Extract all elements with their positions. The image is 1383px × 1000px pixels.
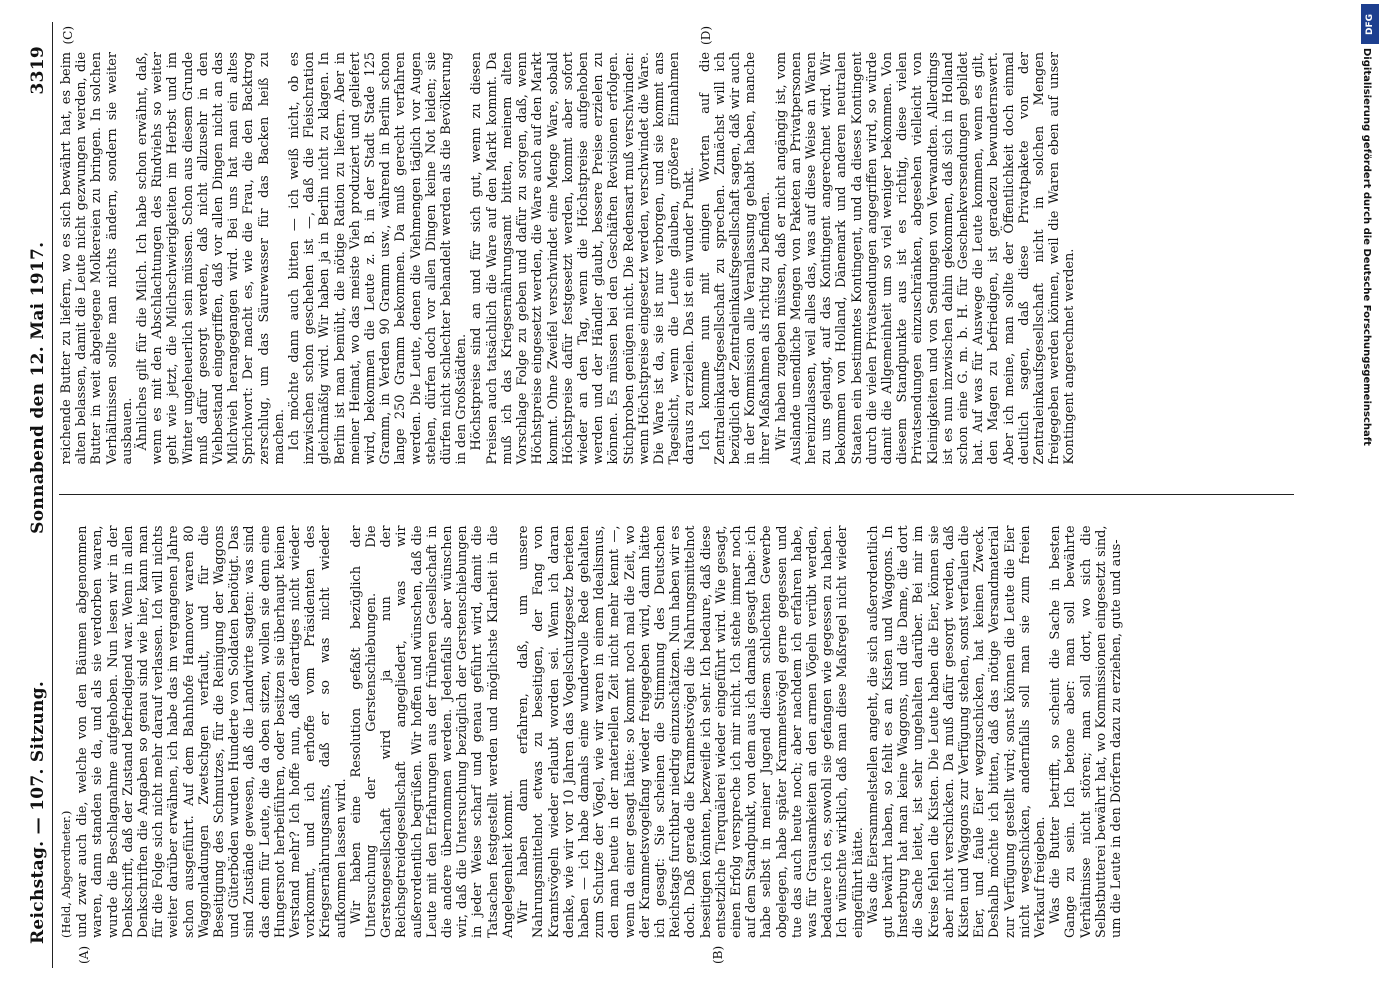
paragraph: Ich möchte dann auch bitten — ich weiß nicht, ob es inzwischen schon geschehen ist —, daß die Fleischration gleichmäßig wird. Wir haben ja in Berlin nicht zu klagen. In Berlin ist man bemüht, die nötige Ration zu liefern. Aber in meiner Heimat, wo das meiste Vieh produziert und geliefert wird, bekommen die Leute z. B. in der Stadt Stade 125 Gramm, in Verden 90 Gramm usw., während in Berlin schon lange 250 Gramm bekommen. Da muß gerecht verfahren werden. Die Leute, denen die Viehmengen täglich vor Augen stehen, dürfen doch vor allen Dingen keine Not leiden; sie dürfen nicht schlechter behandelt werden als die Bevölkerung in den Großstädten. (287, 52, 470, 465)
paragraph: Wir haben eine Resolution gefaßt bezüglich der Untersuchung der Gerstenschiebungen. Die Gerstengesellschaft wird ja nun der Reichsgetreidegesellschaft angegliedert, was wir außerordentlich begrüßen. Wir hoffen und wünschen, daß die Leute mit den Erfahrungen aus der früheren Gesellschaft in die andere übernommen werden. Jedenfalls aber wünschen wir, daß die Untersuchung bezüglich der Gerstenschiebungen in jeder Weise scharf und genau geführt wird, damit die Tatsachen festgestellt werden und möglichste Klarheit in die Angelegenheit kommt. (348, 525, 516, 938)
header-date: Sonnabend den 12. Mai 1917. (28, 241, 48, 534)
margin-marker-c: (C) (61, 26, 75, 45)
paragraph: reichende Butter zu liefern, wo es sich bewährt hat, es beim alten belassen, damit die Leute nicht gezwungen werden, die Butter in weit abgelegene Molkereien zu bringen. In solchen Verhältnissen sollte man nichts ändern, sondern sie weiter ausbauen. (59, 52, 135, 465)
paragraph: Was die Butter betrifft, so scheint die Sache in besten Gange zu sein. Ich betone aber: man soll bewährte Verhältnisse nicht stören; man soll dort, wo sich die Selbstbutterei bewährt hat, wo Kommissionen eingesetzt sind, um die Leute in den Dörfern dazu zu erziehen, gute und aus- (1048, 525, 1125, 938)
paragraph: Ich komme nun mit einigen Worten auf die Zentraleinkaufsgesellschaft zu sprechen. Zunächst will ich bezüglich der Zentraleinkaufsgesellschaft sagen, daß wir auch in der Kommission alle Veranlassung gehabt haben, manche ihrer Maßnahmen als richtig zu befinden. (697, 52, 774, 465)
dfg-logo-icon: DFG (1361, 4, 1379, 44)
margin-marker-d: (D) (699, 26, 713, 45)
page-header (26, 22, 53, 968)
margin-marker-a: (A) (77, 945, 91, 964)
paragraph: Wir haben dann erfahren, daß, um unsere Nahrungsmittelnot etwas zu beseitigen, der Fang von Kramtsvögeln wieder erlaubt worden sei. Wenn ich daran denke, wie wir vor 10 Jahren das Vogelschutzgesetz berieten haben — ich habe damals eine wundervolle Rede gehalten zum Schutze der Vögel, wie wir waren in einem Idealismus, den man heute in der materiellen Zeit nicht mehr kennt —, wenn da einer gesagt hätte: so kommt noch mal die Zeit, wo der Krammetsvogelfang wieder freigegeben wird, dann hätte ich gesagt: Sie scheinen die Stimmung des Deutschen Reichstags furchtbar niedrig einzuschätzen. Nun haben wir es doch. Daß gerade die Krammetsvögel die Nahrungsmittelnot beseitigen könnten, bezweifle ich sehr. Ich bedaure, daß diese entsetzliche Tierquälerei wieder eingeführt wird. Wie gesagt, einen Erfolg verspreche ich mir nicht. Ich stehe immer noch auf dem Standpunkt, von dem aus ich damals gesagt habe: ich habe selbst in meiner Jugend diesem schlechten Gewerbe obgelegen, habe später Krammetsvögel gerne gegessen und tue das auch heute noch; aber nachdem ich erfahren habe, was für Grausamkeiten an den armen Vögeln verübt werden, bedauere ich es, sowohl sie gefangen wie gegessen zu haben. Ich wünschte wirklich, daß man diese Maßregel nicht wieder eingeführt hätte. (516, 525, 866, 938)
funding-note: Digitalisierung gefördert durch die Deutsche Forschungsgemeinschaft (1361, 48, 1372, 446)
paragraph: und zwar auch die, welche von den Bäumen abgenommen waren, dann standen sie da, und als sie verdorben waren, wurde die Beschlagnahme aufgehoben. Nun lesen wir in der Denkschrift, daß der Zustand befriedigend war. Wenn in allen Denkschriften die Angaben so genau sind wie hier, kann man für die Folge sich nicht mehr darauf verlassen. Ich will nichts weiter darüber erwähnen, ich habe das im vergangenen Jahre schon ausgeführt. Auf dem Bahnhofe Hannover waren 80 Waggonladungen Zwetschgen verfault, und für die Beseitigung des Schmutzes, für die Reinigung der Waggons und Güterböden wurden Hunderte von Soldaten benötigt. Das sind Zustände gewesen, daß die Landwirte sagten: was sind das denn für Leute, die da oben sitzen, wollen sie denn eine Hungersnot herbeiführen, oder besitzen sie überhaupt keinen Verstand mehr? Ich hoffe nun, daß derartiges nicht wieder vorkommt, und ich erhoffe vom Präsidenten des Kriegsernährungsamts, daß er so was nicht wieder aufkommen lassen wird. (75, 525, 349, 938)
right-column (59, 22, 1294, 495)
speaker-label: (Held, Abgeordneter.) (59, 810, 73, 938)
header-left: Reichstag. — 107. Sitzung. (28, 680, 48, 944)
page-number: 3319 (28, 46, 48, 95)
paragraph: Wir haben zugeben müssen, daß er nicht angängig ist, vom Auslande unendliche Mengen von Paketen an Privatpersonen hereinzulassen, weil alles das, was auf diese Weise an Waren zu uns gelangt, auf das Kontingent angerechnet wird. Wir bekommen von Holland, Dänemark und anderen neutralen Staaten ein bestimmtes Kontingent, und da dieses Kontingent durch die vielen Privatsendungen angegriffen wird, so würde damit die Allgemeinheit um so viel weniger bekommen. Von diesem Standpunkte aus ist es richtig, diese vielen Privatsendungen einzuschränken, abgesehen vielleicht von Kleinigkeiten und von Sendungen von Verwandten. Allerdings ist es nun inzwischen dahin gekommen, daß sich in Holland schon eine G. m. b. H. für Geschenkversendungen gebildet hat. Auf was für Auswege die Leute kommen, wenn es gilt, den Magen zu befriedigen, ist geradezu bewundernswert. Aber ich meine, man sollte der Öffentlichkeit doch einmal deutlich sagen, daß diese Privatpakete von der Zentraleinkaufsgesellschaft nicht in solchen Mengen freigegeben werden können, weil die Waren eben auf unser Kontingent angerechnet werden. (773, 52, 1078, 465)
paragraph: Was die Eiersammelstellen angeht, die sich außerordentlich gut bewährt haben, so fehlt es an Kisten und Waggons. In Insterburg hat man keine Waggons, und die Dame, die dort die Sache leitet, ist sehr ungehalten darüber. Bei mir im Kreise fehlen die Kisten. Die Leute haben die Eier, können sie aber nicht verschicken. Da muß dafür gesorgt werden, daß Kisten und Waggons zur Verfügung stehen, sonst verfaulen die Eier, und faule Eier wegzuschicken, hat keinen Zweck. Deshalb möchte ich bitten, daß das nötige Versandmaterial zur Verfügung gestellt wird; sonst können die Leute die Eier nicht wegschicken, andernfalls soll man sie zum freien Verkauf freigeben. (865, 525, 1048, 938)
left-column (59, 495, 1294, 969)
dfg-sidebar (1359, 4, 1381, 999)
margin-marker-b: (B) (711, 945, 725, 964)
paragraph: Höchstpreise sind an und für sich gut, wenn zu diesen Preisen auch tatsächlich die Ware auf den Markt kommt. Da muß ich das Kriegsernährungsamt bitten, meinem alten Vorschlage Folge zu geben und dafür zu sorgen, daß, wenn Höchstpreise eingesetzt werden, die Ware auch auf den Markt kommt. Ohne Zweifel verschwindet eine Menge Ware, sobald Höchstpreise dafür festgesetzt werden, kommt aber sofort wieder an den Tag, wenn die Höchstpreise aufgehoben werden und der Händler glaubt, bessere Preise erzielen zu können. Es müssen bei den Geschäften Revisionen erfolgen. Stichproben genügen nicht. Die Redensart muß verschwinden: wenn Höchstpreise eingesetzt werden, verschwindet die Ware. Die Ware ist da, sie ist nur verborgen, und sie kommt ans Tageslicht, wenn die Leute glauben, größere Einnahmen daraus zu erzielen. Das ist ein wunder Punkt. (469, 52, 698, 465)
text-columns (59, 22, 1294, 968)
paragraph: Ähnliches gilt für die Milch. Ich habe schon erwähnt, daß, wenn es mit den Abschlachtungen des Rindviehs so weiter geht wie jetzt, die Milchschwierigkeiten im Herbst und im Winter ungeheuerlich sein müssen. Schon aus diesem Grunde muß dafür gesorgt werden, daß nicht allzusehr in den Viehbestand eingegriffen, daß vor allen Dingen nicht an das Milchvieh herangegangen wird. Bei uns hat man ein altes Sprichwort: Der macht es, wie die Frau, die den Backtrog zerschlug, um das Säurewasser für das Backen heiß zu machen. (135, 52, 287, 465)
rotated-page (26, 10, 1326, 980)
